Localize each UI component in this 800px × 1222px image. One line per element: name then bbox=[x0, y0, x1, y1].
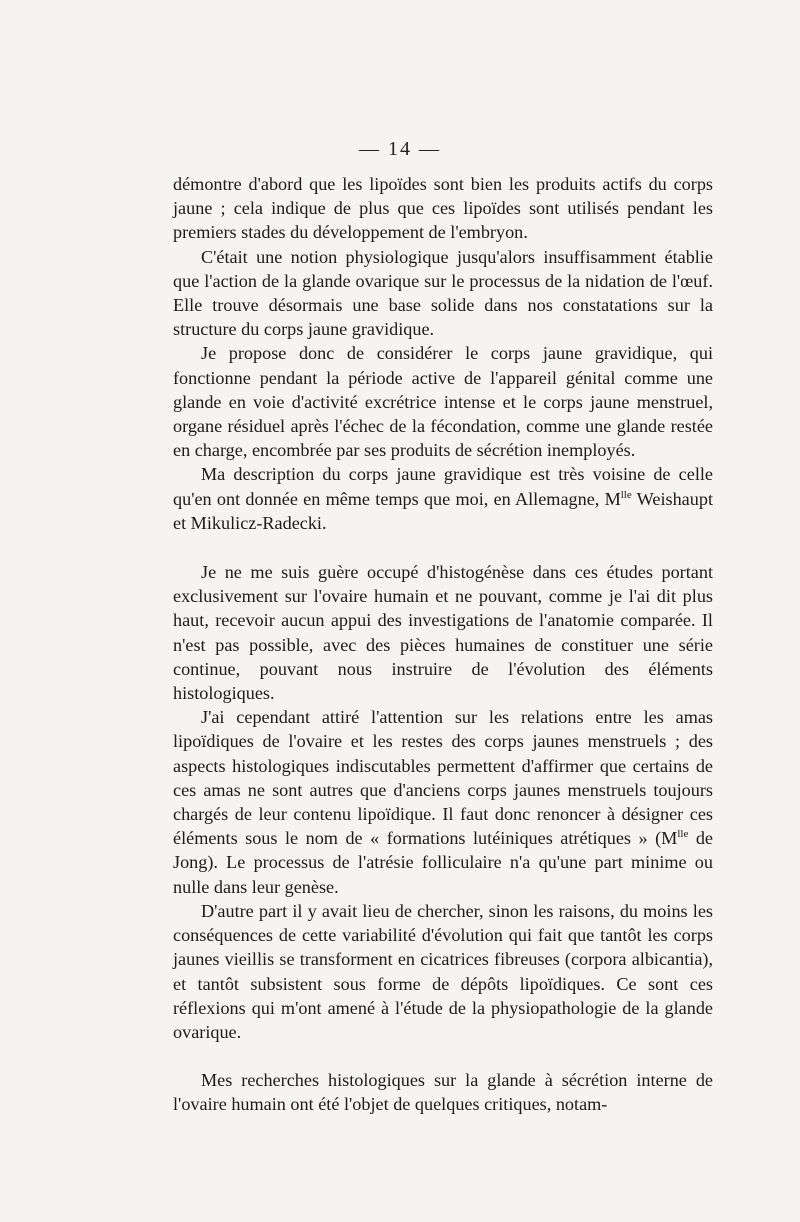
paragraph-1: démontre d'abord que les lipoïdes sont bien les produits actifs du corps jaune ; cela indique de plus que ces lipoïdes sont utilisés pendant les premiers stades du développement de l'embryon. bbox=[173, 174, 713, 243]
paragraph-6 bbox=[173, 705, 713, 899]
paragraph-3: Je propose donc de considérer le corps jaune gravidique, qui fonctionne pendant la période active de l'appareil génital comme une glande en voie d'activité excrétrice intense et le corps jaune menstruel, organe résiduel après l'échec de la fécondation, comme une glande restée en charge, encombrée par ses produits de sécrétion inemployés. bbox=[173, 343, 713, 461]
paragraph-6-text: J'ai cependant attiré l'attention sur les relations entre les amas lipoïdiques de l'ovaire et les restes des corps jaunes menstruels ; des aspects histologiques indiscutables permettent d'affirmer que certains de ces amas ne sont autres que d'anciens corps jaunes menstruels toujours chargés de leur contenu lipoïdique. Il faut donc renoncer à désigner ces éléments sous le nom de « formations lutéiniques atrétiques » (M bbox=[173, 707, 713, 849]
paragraph-2: C'était une notion physiologique jusqu'alors insuffisamment établie que l'action de la glande ovarique sur le processus de la nidation de l'œuf. Elle trouve désormais une base solide dans nos constatations sur la structure du corps jaune gravidique. bbox=[173, 246, 713, 340]
paragraph-7: D'autre part il y avait lieu de chercher, sinon les raisons, du moins les conséquences de cette variabilité d'évolution qui fait que tantôt les corps jaunes vieillis se transforment en cicatrices fibreuses (corpora albicantia), et tantôt subsistent sous forme de dépôts lipoïdiques. Ce sont ces réflexions qui m'ont amené à l'étude de la physiopathologie de la glande ovarique. bbox=[173, 900, 713, 1042]
paragraph-6-text-end: de Jong). Le processus de l'atrésie folliculaire n'a qu'une part minime ou nulle dans leur genèse. bbox=[173, 828, 713, 897]
paragraph-6-superscript: lle bbox=[677, 828, 689, 841]
paragraph-4-superscript: lle bbox=[620, 488, 632, 501]
page-number: — 14 — bbox=[359, 138, 441, 160]
body-text bbox=[173, 172, 713, 1117]
paragraph-4-text-end: Weishaupt et Mikulicz-Radecki. bbox=[173, 488, 713, 533]
paragraph-5: Je ne me suis guère occupé d'histogénèse dans ces études portant exclusivement sur l'ovaire humain et ne pouvant, comme je l'ai dit plus haut, recevoir aucun appui des investigations de l'anatomie comparée. Il n'est pas possible, avec des pièces humaines de constituer une série continue, pouvant nous instruire de l'évolution des éléments histologiques. bbox=[173, 562, 713, 704]
paragraph-4 bbox=[173, 462, 713, 535]
paragraph-4-text: Ma description du corps jaune gravidique est très voisine de celle qu'en ont donnée en même temps que moi, en Allemagne, M bbox=[173, 464, 713, 509]
paragraph-8: Mes recherches histologiques sur la glande à sécrétion interne de l'ovaire humain ont été l'objet de quelques critiques, notam- bbox=[173, 1070, 713, 1115]
